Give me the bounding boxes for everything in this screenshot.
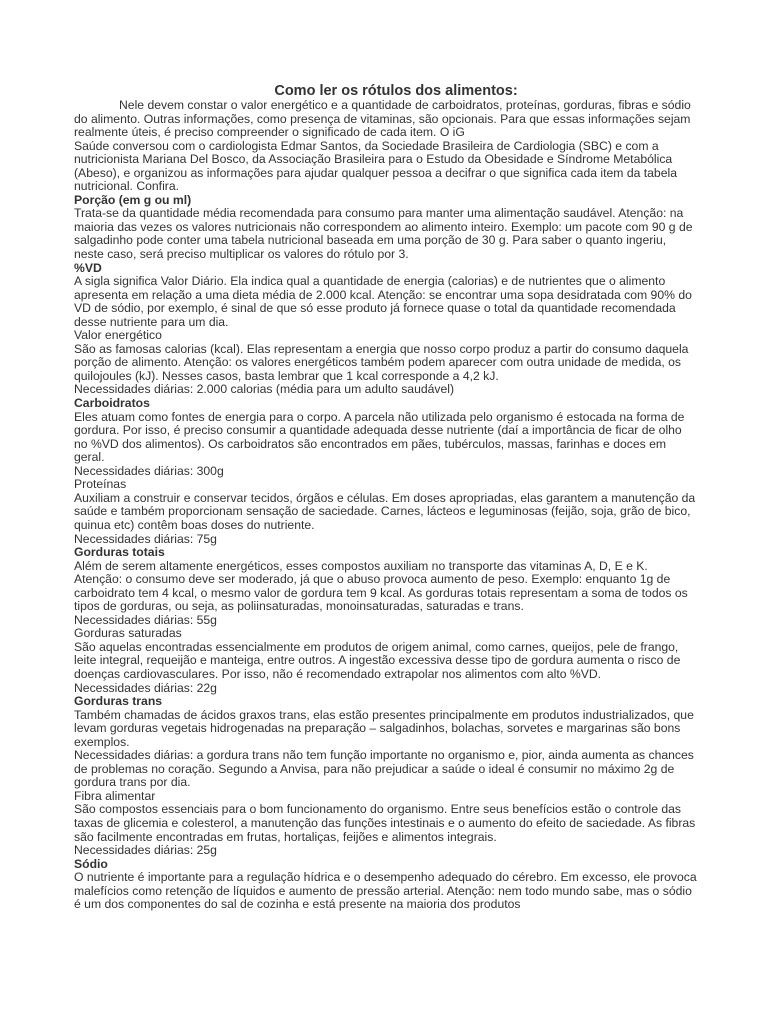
text-fibra: São compostos essenciais para o bom funcionamento do organismo. Entre seus benefícios estão o controle das taxas de glicemia e colesterol, a manutenção das funções intestinais e o aumento do efeito de saciedade. As fibras são facilmente encontradas em frutas, hortaliças, feijões e alimentos integrais. [74,802,696,844]
heading-vd: %VD [74,260,102,275]
needs-proteinas: Necessidades diárias: 75g [74,531,217,546]
heading-proteinas: Proteínas [74,477,127,492]
document-body [74,84,698,912]
heading-fibra: Fibra alimentar [74,788,156,803]
heading-gorduras-saturadas: Gorduras saturadas [74,626,182,641]
text-vd: A sigla significa Valor Diário. Ela indica qual a quantidade de energia (calorias) e de nutrientes que o alimento apresenta em relação a uma dieta média de 2.000 kcal. Atenção: se encontrar uma sopa desidratada com 90% do VD de sódio, por exemplo, é sinal de que só esse produto já fornece quase o total da quantidade recomendada desse nutriente para um dia. [74,274,692,329]
heading-porcao: Porção (em g ou ml) [74,192,192,207]
needs-valor-energetico: Necessidades diárias: 2.000 calorias (média para um adulto saudável) [74,382,455,397]
text-proteinas: Auxiliam a construir e conservar tecidos, órgãos e células. Em doses apropriadas, elas garantem a manutenção da saúde e também proporcionam sensação de saciedade. Carnes, lácteos e leguminosas (feijão, soja, grão de bico, quinua etc) contêm boas doses do nutriente. [74,490,696,532]
heading-valor-energetico: Valor energético [74,328,162,343]
text-gorduras-trans: Também chamadas de ácidos graxos trans, elas estão presentes principalmente em produtos industrializados, que levam gorduras vegetais hidrogenadas na preparação – salgadinhos, bolachas, sorvetes e margarinas são bons exemplos. [74,707,694,749]
needs-gorduras-saturadas: Necessidades diárias: 22g [74,680,217,695]
text-gorduras-totais: Além de serem altamente energéticos, esses compostos auxiliam no transporte das vitaminas A, D, E e K. Atenção: o consumo deve ser moderado, já que o abuso provoca aumento de peso. Exemplo: enquanto 1g de carboidrato tem 4 kcal, o mesmo valor de gordura tem 9 kcal. As gorduras totais representam a soma de todos os tipos de gorduras, ou seja, as poliinsaturadas, monoinsaturadas, saturadas e trans. [74,558,688,614]
needs-fibra: Necessidades diárias: 25g [74,843,217,858]
heading-sodio: Sódio [74,856,108,871]
intro-paragraph-2: Saúde conversou com o cardiologista Edmar Santos, da Sociedade Brasileira de Cardiologia (SBC) e com a nutricionista Mariana Del Bosco, da Associação Brasileira para o Estudo da Obesidade e Síndrome Metabólica (Abeso), e organizou as informações para ajudar qualquer pessoa a decifrar o que significa cada item da tabela nutricional. Confira. [74,138,677,194]
intro-paragraph: Nele devem constar o valor energético e a quantidade de carboidratos, proteínas, gorduras, fibras e sódio do alimento. Outras informações, como presença de vitaminas, são opcionais. Para que essas informações sejam realmente úteis, é preciso compreender o significado de cada item. O iG [74,98,691,140]
text-gorduras-saturadas: São aquelas encontradas essencialmente em produtos de origem animal, como carnes, queijos, pele de frango, leite integral, requeijão e manteiga, entre outros. A ingestão excessiva desse tipo de gordura aumenta o risco de doenças cardiovasculares. Por isso, não é recomendado extrapolar nos alimentos com alto %VD. [74,639,681,681]
heading-carboidratos: Carboidratos [74,396,150,411]
heading-gorduras-totais: Gorduras totais [74,545,165,560]
text-sodio: O nutriente é importante para a regulação hídrica e o desempenho adequado do cérebro. Em excesso, ele provoca malefícios como retenção de líquidos e aumento de pressão arterial. Atenção: nem todo mundo sabe, mas o sódio é um dos componentes do sal de cozinha e está presente na maioria dos produtos [74,870,697,912]
page-title: Como ler os rótulos dos alimentos: [274,83,518,99]
needs-gorduras-totais: Necessidades diárias: 55g [74,612,217,627]
needs-gorduras-trans: Necessidades diárias: a gordura trans não tem função importante no organismo e, pior, ainda aumenta as chances de problemas no coração. Segundo a Anvisa, para não prejudicar a saúde o ideal é consumir no máximo 2g de gordura trans por dia. [74,748,694,790]
text-porcao: Trata-se da quantidade média recomendada para consumo para manter uma alimentação saudável. Atenção: na maioria das vezes os valores nutricionais não correspondem ao alimento inteiro. Exemplo: um pacote com 90 g de salgadinho pode conter uma tabela nutricional baseada em uma porção de 30 g. Para saber o quanto ingeriu, neste caso, será preciso multiplicar os valores do rótulo por 3. [74,206,693,262]
heading-gorduras-trans: Gorduras trans [74,694,163,709]
needs-carboidratos: Necessidades diárias: 300g [74,463,224,478]
text-carboidratos: Eles atuam como fontes de energia para o corpo. A parcela não utilizada pelo organismo é estocada na forma de gordura. Por isso, é preciso consumir a quantidade adequada desse nutriente (daí a importância de ficar de olho no %VD dos alimentos). Os carboidratos são encontrados em pães, tubérculos, massas, farinhas e doces em geral. [74,409,685,465]
text-valor-energetico: São as famosas calorias (kcal). Elas representam a energia que nosso corpo produz a partir do consumo daquela porção de alimento. Atenção: os valores energéticos também podem aparecer com outra unidade de medida, os quilojoules (kJ). Nesses casos, basta lembrar que 1 kcal corresponde a 4,2 kJ. [74,341,689,383]
